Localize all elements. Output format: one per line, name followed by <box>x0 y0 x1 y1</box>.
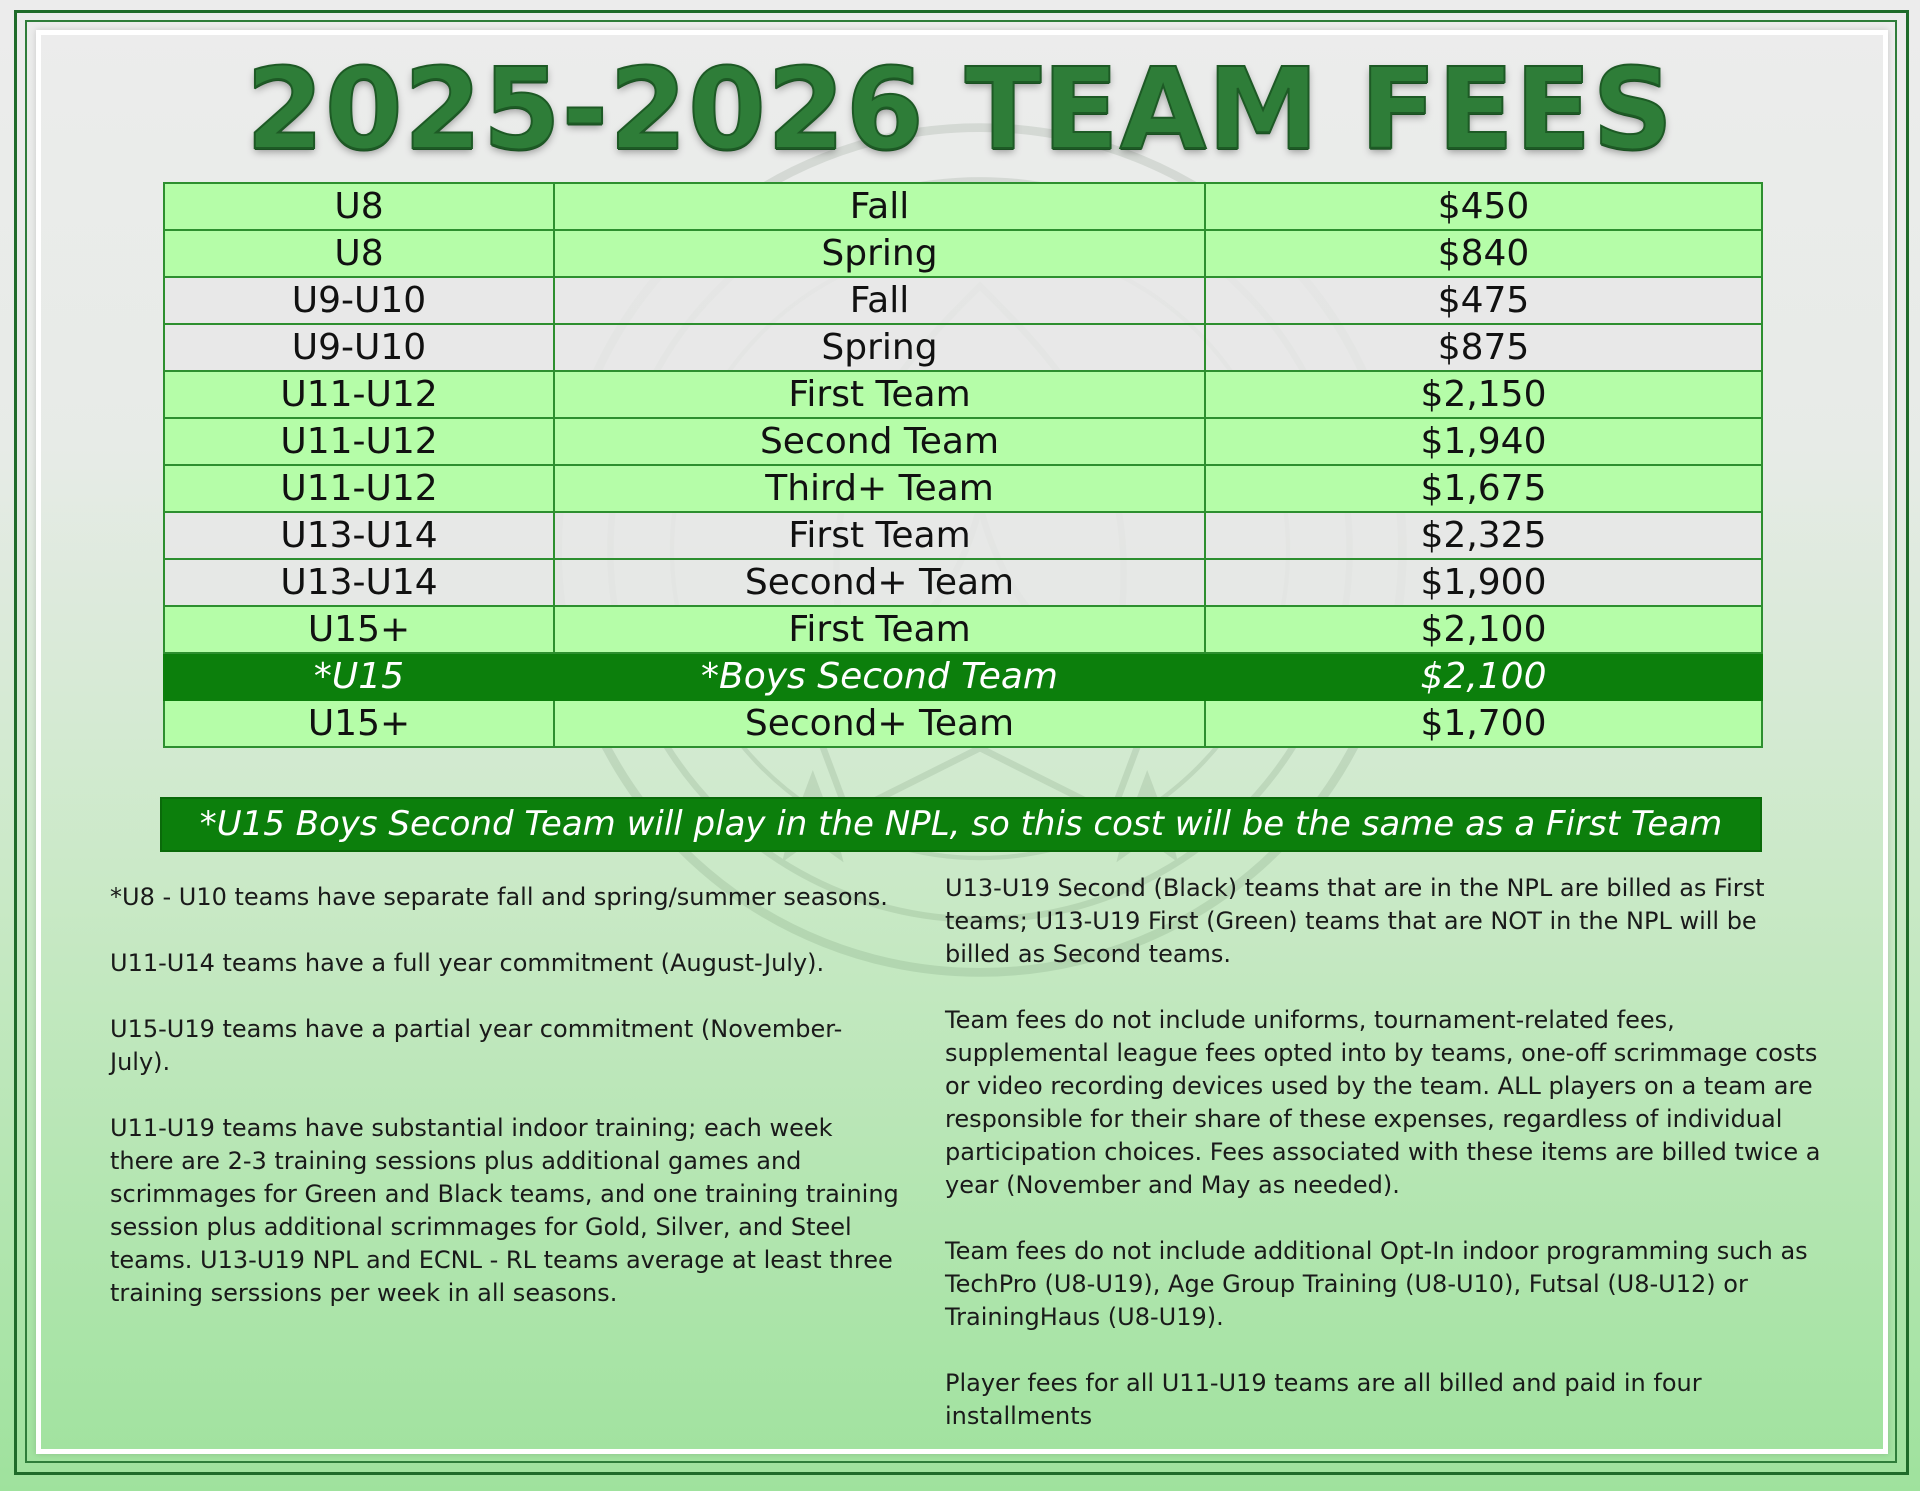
fee-row <box>164 700 1762 747</box>
fee-row <box>164 559 1762 606</box>
note-paragraph: U11-U14 teams have a full year commitment (August-July). <box>110 949 825 977</box>
notes-left-column <box>110 881 900 1343</box>
team-cell: Fall <box>554 183 1205 230</box>
page-title: 2025-2026 TEAM FEES <box>245 45 1675 175</box>
team-cell: *Boys Second Team <box>554 653 1205 700</box>
fee-row <box>164 606 1762 653</box>
team-cell: Second+ Team <box>554 559 1205 606</box>
age-cell: U15+ <box>164 606 554 653</box>
fee-cell: $1,940 <box>1205 418 1762 465</box>
team-cell: Fall <box>554 277 1205 324</box>
team-cell: Second Team <box>554 418 1205 465</box>
fee-cell: $2,100 <box>1205 653 1762 700</box>
note-paragraph: Player fees for all U11-U19 teams are all billed and paid in four installments <box>945 1369 1702 1430</box>
fee-row <box>164 465 1762 512</box>
fee-row <box>164 653 1762 700</box>
fee-row <box>164 230 1762 277</box>
age-cell: U11-U12 <box>164 465 554 512</box>
team-cell: Third+ Team <box>554 465 1205 512</box>
fee-cell: $2,325 <box>1205 512 1762 559</box>
notes-right-column <box>945 872 1825 1466</box>
fee-row <box>164 371 1762 418</box>
fee-row <box>164 512 1762 559</box>
age-cell: U11-U12 <box>164 371 554 418</box>
team-cell: First Team <box>554 606 1205 653</box>
npl-note-banner: *U15 Boys Second Team will play in the NPL, so this cost will be the same as a First Team <box>160 797 1762 852</box>
fee-cell: $475 <box>1205 277 1762 324</box>
fee-row <box>164 277 1762 324</box>
fee-row <box>164 418 1762 465</box>
fees-table-body <box>164 183 1762 747</box>
note-paragraph: *U8 - U10 teams have separate fall and spring/summer seasons. <box>110 883 888 911</box>
age-cell: U13-U14 <box>164 559 554 606</box>
age-cell: U11-U12 <box>164 418 554 465</box>
note-paragraph: Team fees do not include additional Opt-In indoor programming such as TechPro (U8-U19), Age Group Training (U8-U10), Futsal (U8-U12) or TrainingHaus (U8-U19). <box>945 1237 1808 1331</box>
team-cell: First Team <box>554 512 1205 559</box>
age-cell: U13-U14 <box>164 512 554 559</box>
team-cell: Spring <box>554 230 1205 277</box>
fee-cell: $875 <box>1205 324 1762 371</box>
fee-cell: $840 <box>1205 230 1762 277</box>
fee-row <box>164 183 1762 230</box>
age-cell: U9-U10 <box>164 277 554 324</box>
fee-cell: $450 <box>1205 183 1762 230</box>
fee-row <box>164 324 1762 371</box>
fees-table <box>163 182 1763 748</box>
age-cell: U8 <box>164 230 554 277</box>
age-cell: U8 <box>164 183 554 230</box>
age-cell: U15+ <box>164 700 554 747</box>
note-paragraph: Team fees do not include uniforms, tournament-related fees, supplemental league fees opted into by teams, one-off scrimmage costs or video recording devices used by the team. ALL players on a team are responsible for their share of these expenses, regardless of individual participation choices. Fees associated with these items are billed twice a year (November and May as needed). <box>945 1006 1821 1199</box>
fee-cell: $2,100 <box>1205 606 1762 653</box>
age-cell: U9-U10 <box>164 324 554 371</box>
team-cell: First Team <box>554 371 1205 418</box>
fee-cell: $2,150 <box>1205 371 1762 418</box>
fee-cell: $1,700 <box>1205 700 1762 747</box>
note-paragraph: U15-U19 teams have a partial year commitment (November-July). <box>110 1015 843 1076</box>
note-paragraph: U13-U19 Second (Black) teams that are in the NPL are billed as First teams; U13-U19 First (Green) teams that are NOT in the NPL will be billed as Second teams. <box>945 874 1765 968</box>
team-cell: Second+ Team <box>554 700 1205 747</box>
fee-cell: $1,900 <box>1205 559 1762 606</box>
note-paragraph: U11-U19 teams have substantial indoor training; each week there are 2-3 training sessions plus additional games and scrimmages for Green and Black teams, and one training training session plus additional scrimmages for Gold, Silver, and Steel teams. U13-U19 NPL and ECNL - RL teams average at least three training serssions per week in all seasons. <box>110 1114 899 1307</box>
team-cell: Spring <box>554 324 1205 371</box>
age-cell: *U15 <box>164 653 554 700</box>
fee-cell: $1,675 <box>1205 465 1762 512</box>
